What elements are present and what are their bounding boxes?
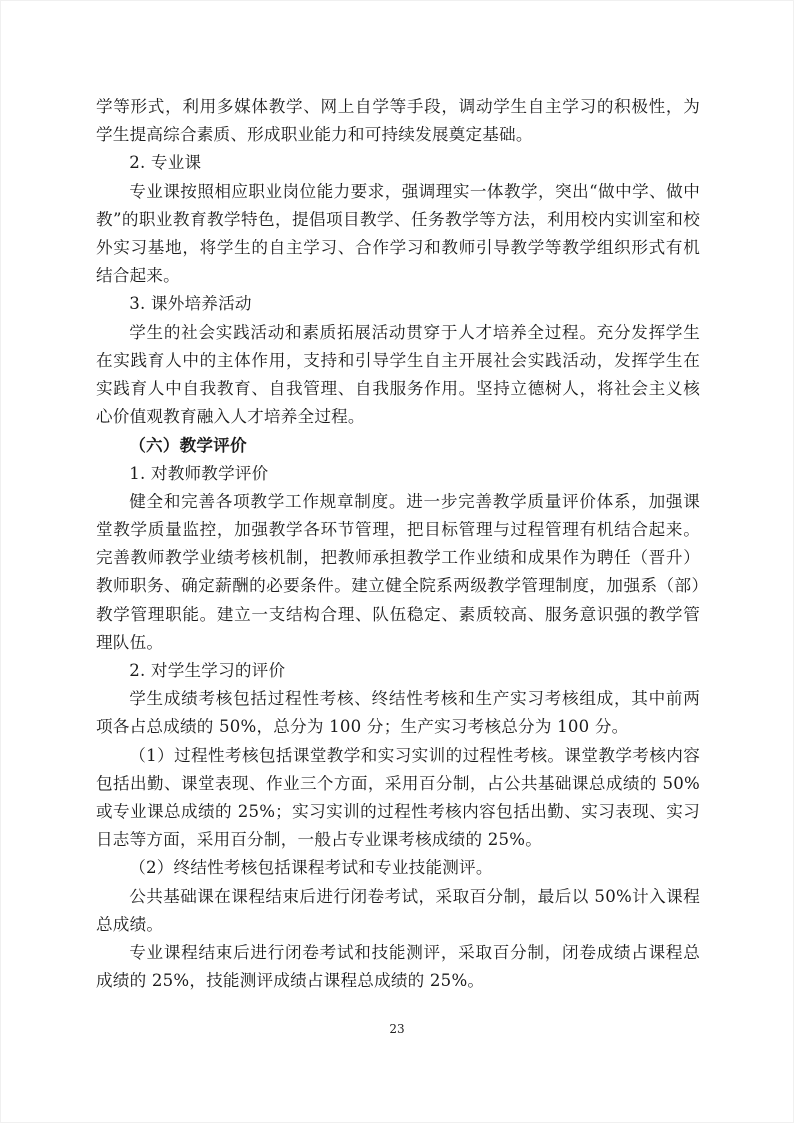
list-item-heading: 1. 对教师教学评价 xyxy=(129,463,269,483)
paragraph: 健全和完善各项教学工作规章制度。进一步完善教学质量评价体系，加强课堂教学质量监控，加强教学各环节管理，把目标管理与过程管理有机结合起来。完善教师教学业绩考核机制，把教师承担教学工作业绩和成果作为聘任（晋升）教师职务、确定薪酬的必要条件。建立健全院系两级教学管理制度，加强系（部）教学管理职能。建立一支结构合理、队伍稳定、素质较高、服务意识强的教学管理队伍。 xyxy=(96,491,700,652)
document-body xyxy=(96,93,700,996)
paragraph: 专业课按照相应职业岗位能力要求，强调理实一体教学，突出“做中学、做中教”的职业教育教学特色，提倡项目教学、任务教学等方法，利用校内实训室和校外实习基地，将学生的自主学习、合作学习和教师引导教学等教学组织形式有机结合起来。 xyxy=(96,181,700,286)
section-heading: （六）教学评价 xyxy=(129,435,247,456)
paragraph: 学生成绩考核包括过程性考核、终结性考核和生产实习考核组成，其中前两项各占总成绩的 50%，总分为 100 分；生产实习考核总分为 100 分。 xyxy=(96,689,700,737)
paragraph: （1）过程性考核包括课堂教学和实习实训的过程性考核。课堂教学考核内容包括出勤、课堂表现、作业三个方面，采用百分制，占公共基础课总成绩的 50%或专业课总成绩的 25%；实习实训的过程性考核内容包括出勤、实习表现、实习日志等方面，采用百分制，一般占专业课考核成绩的 25%。 xyxy=(96,745,700,850)
list-item-heading: 2. 对学生学习的评价 xyxy=(129,661,286,681)
paragraph-continuation: 学等形式，利用多媒体教学、网上自学等手段，调动学生自主学习的积极性，为学生提高综合素质、形成职业能力和可持续发展奠定基础。 xyxy=(96,97,700,145)
paragraph: 学生的社会实践活动和素质拓展活动贯穿于人才培养全过程。充分发挥学生在实践育人中的主体作用，支持和引导学生自主开展社会实践活动，发挥学生在实践育人中自我教育、自我管理、自我服务作用。坚持立德树人，将社会主义核心价值观教育融入人才培养全过程。 xyxy=(96,322,700,427)
list-item-heading: 3. 课外培养活动 xyxy=(129,294,252,314)
paragraph: 公共基础课在课程结束后进行闭卷考试，采取百分制，最后以 50%计入课程总成绩。 xyxy=(96,886,700,934)
list-item-heading: 2. 专业课 xyxy=(129,153,202,173)
paragraph: 专业课程结束后进行闭卷考试和技能测评，采取百分制，闭卷成绩占课程总成绩的 25%，技能测评成绩占课程总成绩的 25%。 xyxy=(96,943,700,991)
paragraph: （2）终结性考核包括课程考试和专业技能测评。 xyxy=(129,858,493,878)
page-number: 23 xyxy=(389,1022,405,1036)
